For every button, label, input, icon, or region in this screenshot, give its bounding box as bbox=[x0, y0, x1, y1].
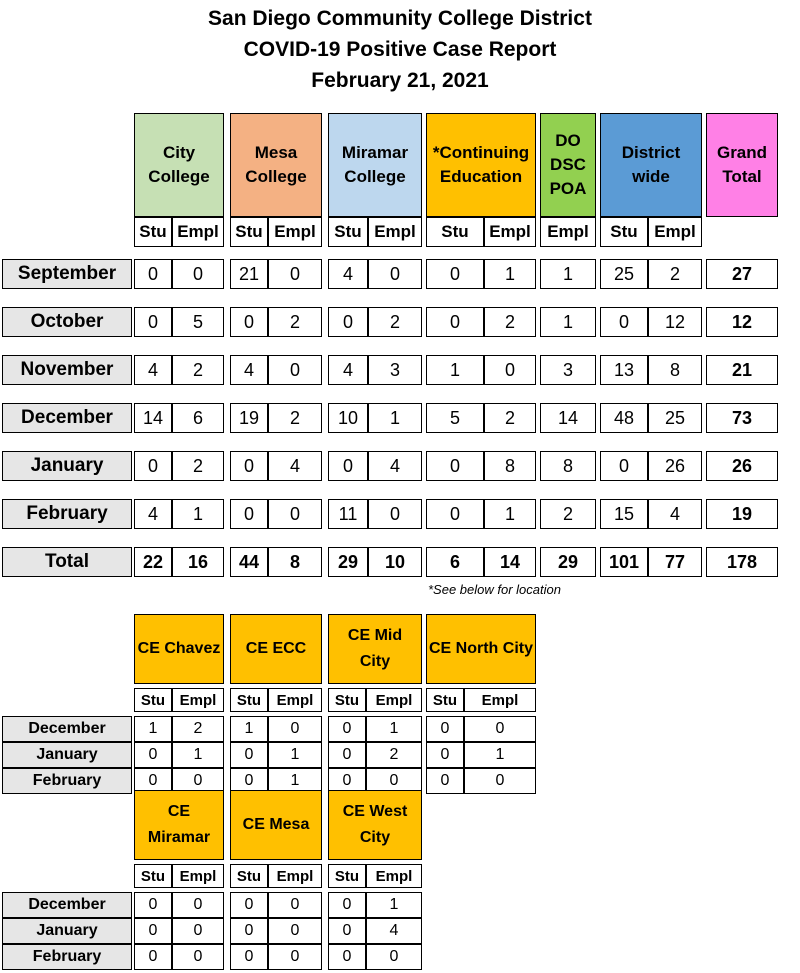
ce-subheader: Empl bbox=[268, 864, 322, 888]
total-row-cell: 29 bbox=[328, 547, 368, 577]
ce-subheader: Stu bbox=[230, 688, 268, 712]
header-continuing-education: *Continuing Education bbox=[426, 113, 536, 217]
ce-table-cell: 0 bbox=[426, 716, 464, 742]
table-row-cell: 0 bbox=[600, 451, 648, 481]
table-row-cell: 1 bbox=[484, 499, 536, 529]
table-row-cell: 2 bbox=[172, 355, 224, 385]
ce-location-header: CE Miramar bbox=[134, 790, 224, 860]
table-row-cell: 5 bbox=[426, 403, 484, 433]
table-row-cell: 19 bbox=[230, 403, 268, 433]
ce-row-label: January bbox=[2, 918, 132, 944]
subheader-district-empl: Empl bbox=[648, 217, 702, 247]
table-row-cell: 0 bbox=[600, 307, 648, 337]
ce-table-cell: 0 bbox=[172, 892, 224, 918]
table-row-cell: 0 bbox=[230, 307, 268, 337]
table-row-cell: 5 bbox=[172, 307, 224, 337]
table-row-label: December bbox=[2, 403, 132, 433]
table-row-cell: 2 bbox=[484, 403, 536, 433]
ce-table-cell: 0 bbox=[134, 918, 172, 944]
ce-subheader: Empl bbox=[366, 688, 422, 712]
table-row-cell: 0 bbox=[328, 307, 368, 337]
ce-subheader: Stu bbox=[328, 864, 366, 888]
ce-subheader: Stu bbox=[426, 688, 464, 712]
table-row-cell: 12 bbox=[648, 307, 702, 337]
ce-location-header: CE ECC bbox=[230, 614, 322, 684]
table-row-cell: 25 bbox=[648, 403, 702, 433]
table-row-cell: 26 bbox=[648, 451, 702, 481]
table-row-cell: 4 bbox=[268, 451, 322, 481]
ce-table-cell: 1 bbox=[268, 768, 322, 794]
table-row-cell: 14 bbox=[540, 403, 596, 433]
total-row-cell: 14 bbox=[484, 547, 536, 577]
ce-location-header: CE Mid City bbox=[328, 614, 422, 684]
table-row-cell: 1 bbox=[484, 259, 536, 289]
table-row-cell: 25 bbox=[600, 259, 648, 289]
table-row-cell: 2 bbox=[484, 307, 536, 337]
total-row-cell: 10 bbox=[368, 547, 422, 577]
ce-subheader: Empl bbox=[172, 688, 224, 712]
subheader-city-empl: Empl bbox=[172, 217, 224, 247]
table-row-cell: 0 bbox=[134, 451, 172, 481]
total-row-cell: 101 bbox=[600, 547, 648, 577]
table-row-grand-total: 27 bbox=[706, 259, 778, 289]
table-row-cell: 0 bbox=[172, 259, 224, 289]
ce-table-cell: 2 bbox=[172, 716, 224, 742]
table-row-cell: 4 bbox=[328, 355, 368, 385]
ce-subheader: Empl bbox=[172, 864, 224, 888]
ce-table-cell: 1 bbox=[366, 716, 422, 742]
total-row-cell: 29 bbox=[540, 547, 596, 577]
table-row-grand-total: 21 bbox=[706, 355, 778, 385]
ce-row-label: January bbox=[2, 742, 132, 768]
table-row-cell: 2 bbox=[368, 307, 422, 337]
table-row-cell: 4 bbox=[368, 451, 422, 481]
table-row-cell: 0 bbox=[426, 259, 484, 289]
table-row-cell: 21 bbox=[230, 259, 268, 289]
ce-subheader: Empl bbox=[366, 864, 422, 888]
table-row-cell: 0 bbox=[268, 355, 322, 385]
ce-table-cell: 0 bbox=[134, 768, 172, 794]
ce-row-label: December bbox=[2, 716, 132, 742]
report-date: February 21, 2021 bbox=[311, 69, 489, 92]
table-row-cell: 13 bbox=[600, 355, 648, 385]
header-mesa-college: Mesa College bbox=[230, 113, 322, 217]
table-row-cell: 2 bbox=[172, 451, 224, 481]
ce-table-cell: 0 bbox=[230, 742, 268, 768]
ce-table-cell: 0 bbox=[230, 944, 268, 970]
table-row-cell: 4 bbox=[134, 355, 172, 385]
ce-table-cell: 0 bbox=[268, 918, 322, 944]
ce-table-cell: 0 bbox=[328, 918, 366, 944]
table-row-cell: 6 bbox=[172, 403, 224, 433]
table-row-cell: 4 bbox=[648, 499, 702, 529]
table-row-cell: 0 bbox=[230, 499, 268, 529]
table-row-label: February bbox=[2, 499, 132, 529]
ce-location-header: CE Chavez bbox=[134, 614, 224, 684]
ce-table-cell: 1 bbox=[268, 742, 322, 768]
ce-table-cell: 0 bbox=[426, 742, 464, 768]
table-row-cell: 4 bbox=[328, 259, 368, 289]
table-row-cell: 0 bbox=[328, 451, 368, 481]
table-row-cell: 1 bbox=[368, 403, 422, 433]
table-row-grand-total: 12 bbox=[706, 307, 778, 337]
ce-table-cell: 0 bbox=[464, 716, 536, 742]
table-row-cell: 15 bbox=[600, 499, 648, 529]
ce-table-cell: 0 bbox=[172, 918, 224, 944]
ce-table-cell: 0 bbox=[366, 944, 422, 970]
table-row-cell: 0 bbox=[230, 451, 268, 481]
table-row-cell: 2 bbox=[268, 403, 322, 433]
table-row-cell: 0 bbox=[134, 259, 172, 289]
ce-table-cell: 1 bbox=[464, 742, 536, 768]
table-row-cell: 0 bbox=[484, 355, 536, 385]
ce-table-cell: 0 bbox=[172, 944, 224, 970]
table-row-cell: 4 bbox=[230, 355, 268, 385]
ce-row-label: February bbox=[2, 768, 132, 794]
total-row-cell: 77 bbox=[648, 547, 702, 577]
table-row-cell: 0 bbox=[268, 259, 322, 289]
subheader-mesa-empl: Empl bbox=[268, 217, 322, 247]
ce-table-cell: 1 bbox=[172, 742, 224, 768]
table-row-grand-total: 19 bbox=[706, 499, 778, 529]
ce-table-cell: 0 bbox=[268, 892, 322, 918]
ce-table-cell: 0 bbox=[328, 768, 366, 794]
ce-table-cell: 0 bbox=[230, 918, 268, 944]
header-do-dsc-poa: DO DSC POA bbox=[540, 113, 596, 217]
ce-table-cell: 0 bbox=[464, 768, 536, 794]
ce-table-cell: 1 bbox=[134, 716, 172, 742]
ce-table-cell: 0 bbox=[268, 944, 322, 970]
total-row-cell: 22 bbox=[134, 547, 172, 577]
subheader-ce-stu: Stu bbox=[426, 217, 484, 247]
table-row-cell: 1 bbox=[540, 259, 596, 289]
table-row-cell: 8 bbox=[540, 451, 596, 481]
table-row-cell: 1 bbox=[172, 499, 224, 529]
table-row-cell: 2 bbox=[540, 499, 596, 529]
ce-location-header: CE West City bbox=[328, 790, 422, 860]
table-row-cell: 10 bbox=[328, 403, 368, 433]
table-row-cell: 0 bbox=[426, 499, 484, 529]
ce-row-label: December bbox=[2, 892, 132, 918]
ce-table-cell: 0 bbox=[134, 892, 172, 918]
table-row-cell: 2 bbox=[648, 259, 702, 289]
ce-table-cell: 0 bbox=[426, 768, 464, 794]
table-row-label: January bbox=[2, 451, 132, 481]
subheader-do-empl: Empl bbox=[540, 217, 596, 247]
ce-row-label: February bbox=[2, 944, 132, 970]
ce-table-cell: 2 bbox=[366, 742, 422, 768]
table-row-cell: 0 bbox=[426, 307, 484, 337]
table-row-grand-total: 26 bbox=[706, 451, 778, 481]
table-row-cell: 3 bbox=[368, 355, 422, 385]
table-row-cell: 3 bbox=[540, 355, 596, 385]
ce-table-cell: 0 bbox=[328, 892, 366, 918]
ce-table-cell: 4 bbox=[366, 918, 422, 944]
report-title: San Diego Community College District bbox=[208, 7, 592, 30]
ce-subheader: Stu bbox=[134, 864, 172, 888]
total-row-cell: 16 bbox=[172, 547, 224, 577]
ce-subheader: Stu bbox=[230, 864, 268, 888]
table-row-cell: 4 bbox=[134, 499, 172, 529]
table-row-cell: 14 bbox=[134, 403, 172, 433]
ce-table-cell: 0 bbox=[230, 892, 268, 918]
total-row-label: Total bbox=[2, 547, 132, 577]
ce-subheader: Stu bbox=[328, 688, 366, 712]
table-row-label: October bbox=[2, 307, 132, 337]
ce-table-cell: 0 bbox=[268, 716, 322, 742]
ce-table-cell: 0 bbox=[328, 716, 366, 742]
location-note: *See below for location bbox=[428, 582, 561, 597]
table-row-cell: 48 bbox=[600, 403, 648, 433]
ce-table-cell: 0 bbox=[366, 768, 422, 794]
table-row-cell: 11 bbox=[328, 499, 368, 529]
ce-table-cell: 1 bbox=[366, 892, 422, 918]
ce-table-cell: 0 bbox=[134, 742, 172, 768]
total-row-grand-total: 178 bbox=[706, 547, 778, 577]
ce-subheader: Empl bbox=[464, 688, 536, 712]
table-row-cell: 8 bbox=[648, 355, 702, 385]
table-row-label: September bbox=[2, 259, 132, 289]
ce-subheader: Stu bbox=[134, 688, 172, 712]
table-row-cell: 8 bbox=[484, 451, 536, 481]
total-row-cell: 44 bbox=[230, 547, 268, 577]
ce-table-cell: 0 bbox=[230, 768, 268, 794]
subheader-district-stu: Stu bbox=[600, 217, 648, 247]
ce-table-cell: 0 bbox=[328, 742, 366, 768]
table-row-cell: 0 bbox=[368, 499, 422, 529]
table-row-cell: 0 bbox=[134, 307, 172, 337]
table-row-cell: 0 bbox=[268, 499, 322, 529]
header-miramar-college: Miramar College bbox=[328, 113, 422, 217]
subheader-mesa-stu: Stu bbox=[230, 217, 268, 247]
ce-location-header: CE Mesa bbox=[230, 790, 322, 860]
table-row-grand-total: 73 bbox=[706, 403, 778, 433]
ce-table-cell: 0 bbox=[172, 768, 224, 794]
ce-table-cell: 1 bbox=[230, 716, 268, 742]
total-row-cell: 8 bbox=[268, 547, 322, 577]
subheader-miramar-stu: Stu bbox=[328, 217, 368, 247]
ce-table-cell: 0 bbox=[134, 944, 172, 970]
report-subtitle: COVID-19 Positive Case Report bbox=[243, 38, 557, 61]
ce-location-header: CE North City bbox=[426, 614, 536, 684]
table-row-label: November bbox=[2, 355, 132, 385]
subheader-miramar-empl: Empl bbox=[368, 217, 422, 247]
table-row-cell: 1 bbox=[540, 307, 596, 337]
table-row-cell: 0 bbox=[368, 259, 422, 289]
subheader-ce-empl: Empl bbox=[484, 217, 536, 247]
ce-table-cell: 0 bbox=[328, 944, 366, 970]
subheader-city-stu: Stu bbox=[134, 217, 172, 247]
table-row-cell: 1 bbox=[426, 355, 484, 385]
table-row-cell: 0 bbox=[426, 451, 484, 481]
header-city-college: City College bbox=[134, 113, 224, 217]
ce-subheader: Empl bbox=[268, 688, 322, 712]
header-district-wide: District wide bbox=[600, 113, 702, 217]
header-grand-total: Grand Total bbox=[706, 113, 778, 217]
table-row-cell: 2 bbox=[268, 307, 322, 337]
total-row-cell: 6 bbox=[426, 547, 484, 577]
